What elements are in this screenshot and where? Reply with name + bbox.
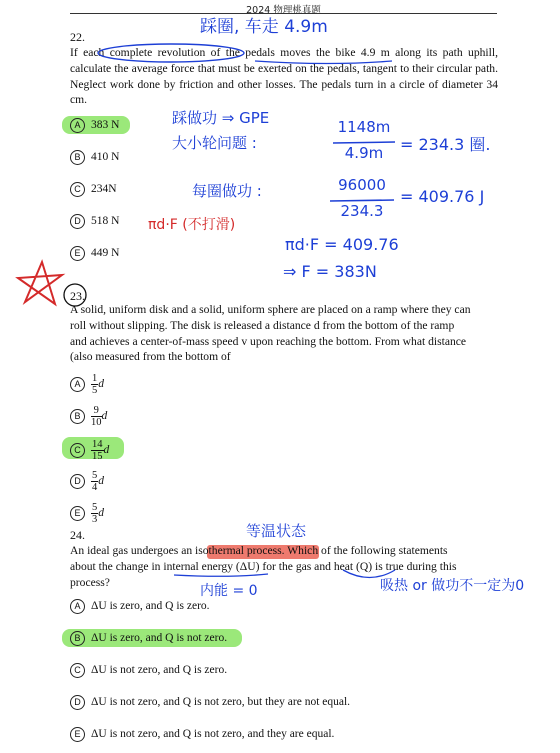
option-24-e[interactable]: [70, 726, 334, 742]
option-letter: E: [70, 727, 85, 742]
denominator: 4: [92, 482, 98, 493]
page-header: 2024 物理桃真题: [246, 5, 321, 16]
note-fraction2-num: 96000: [338, 176, 386, 194]
option-23-e[interactable]: [70, 502, 104, 525]
note-wheel-problem: 大小轮问题 :: [172, 134, 257, 152]
denominator: 5: [92, 385, 98, 396]
numerator: 14: [92, 439, 103, 450]
option-text: 518 N: [91, 215, 120, 227]
option-letter: C: [70, 182, 85, 197]
option-24-c[interactable]: [70, 662, 227, 678]
fraction: [91, 405, 102, 428]
option-letter: C: [70, 663, 85, 678]
numerator: 5: [92, 502, 98, 513]
question-number-23: 23.: [70, 289, 85, 303]
question-stem-22: If each complete revolution of the pedals moves the bike 4.9 m along its path uphill, calculate the average force that must be exerted on the pedals, tangent to their circular path. Neglect work done by friction and other losses. The pedals turn in a circle of diameter 34 cm.: [70, 46, 498, 107]
note-internal-energy: 内能 = 0: [200, 583, 258, 599]
stem-line: about the change in internal energy (ΔU) for the gas and heat (Q) is true during this: [70, 559, 457, 573]
note-isothermal: 等温状态: [246, 522, 307, 540]
numerator: 9: [91, 405, 102, 417]
option-24-b[interactable]: [70, 630, 227, 646]
option-22-c[interactable]: [70, 181, 117, 197]
option-letter: B: [70, 409, 85, 424]
option-text: ΔU is zero, and Q is zero.: [91, 600, 210, 612]
option-letter: A: [70, 599, 85, 614]
variable: d: [103, 444, 110, 457]
stem-line: A solid, uniform disk and a solid, uniform sphere are placed on a ramp where they can: [70, 303, 471, 316]
stem-line: An ideal gas undergoes an isothermal process. Which of the following statements: [70, 544, 448, 557]
note-result-laps: = 234.3 圈.: [400, 135, 491, 154]
option-23-d[interactable]: [70, 470, 104, 493]
option-22-e[interactable]: [70, 245, 119, 261]
option-text: ΔU is not zero, and Q is not zero, and they are equal.: [91, 728, 335, 740]
note-fraction2-den: 234.3: [340, 202, 384, 220]
numerator: 1: [92, 373, 98, 384]
fraction-bar: [330, 200, 394, 201]
option-letter: A: [70, 377, 85, 392]
option-text: 234N: [91, 183, 117, 195]
option-22-a[interactable]: [70, 117, 119, 133]
option-24-a[interactable]: [70, 598, 210, 614]
variable: d: [98, 507, 104, 520]
option-text: 449 N: [91, 247, 120, 259]
option-letter: D: [70, 695, 85, 710]
note-answer: ⇒ F = 383N: [283, 262, 377, 281]
option-letter: E: [70, 506, 85, 521]
option-24-d[interactable]: [70, 694, 350, 710]
option-23-b[interactable]: [70, 405, 108, 428]
note-heat-work: 吸热 or 做功不一定为0: [380, 578, 525, 594]
note-fraction1-den: 4.9m: [344, 144, 384, 162]
denominator: 3: [92, 514, 98, 525]
stem-line: and achieves a center-of-mass speed v upon reaching the bottom. From what distance: [70, 334, 467, 348]
option-text: 410 N: [91, 151, 120, 163]
question-number-24: 24.: [70, 528, 85, 542]
fraction: [91, 439, 104, 462]
variable: d: [98, 378, 104, 391]
option-text: ΔU is zero, and Q is not zero.: [91, 632, 228, 644]
question-number-22: 22.: [70, 30, 85, 44]
star-icon: [18, 262, 62, 304]
note-fraction1-num: 1148m: [337, 118, 391, 136]
fraction-bar: [333, 142, 395, 143]
numerator: 5: [92, 470, 98, 481]
note-revolution: 踩圈, 车走 4.9m: [200, 17, 328, 37]
denominator: 10: [91, 417, 102, 428]
question-stem-23: [70, 302, 498, 365]
option-23-c[interactable]: [70, 439, 110, 462]
option-letter: B: [70, 631, 85, 646]
option-text: ΔU is not zero, and Q is zero.: [91, 664, 228, 676]
note-result-joules: = 409.76 J: [400, 187, 485, 206]
stem-line: (also measured from the bottom of: [70, 350, 231, 364]
variable: d: [98, 475, 104, 488]
stem-line: roll without slipping. The disk is released a distance d from the bottom of the ramp: [70, 318, 455, 332]
option-letter: C: [70, 443, 85, 458]
option-letter: D: [70, 214, 85, 229]
option-letter: A: [70, 118, 85, 133]
option-23-a[interactable]: [70, 373, 104, 396]
stem-line: process?: [70, 575, 110, 589]
option-text: 383 N: [91, 119, 120, 131]
option-letter: D: [70, 474, 85, 489]
variable: d: [101, 410, 108, 423]
denominator: 15: [92, 451, 103, 462]
option-22-d[interactable]: [70, 213, 119, 229]
option-text: ΔU is not zero, and Q is not zero, but they are not equal.: [91, 696, 351, 708]
note-work-per-lap: 每圈做功 :: [192, 182, 262, 200]
option-22-b[interactable]: [70, 149, 119, 165]
note-equation: πd·F = 409.76: [285, 235, 399, 254]
option-letter: B: [70, 150, 85, 165]
note-red-formula: πd·F (不打滑): [148, 217, 236, 233]
option-letter: E: [70, 246, 85, 261]
note-work-gpe: 踩做功 ⇒ GPE: [172, 109, 270, 127]
